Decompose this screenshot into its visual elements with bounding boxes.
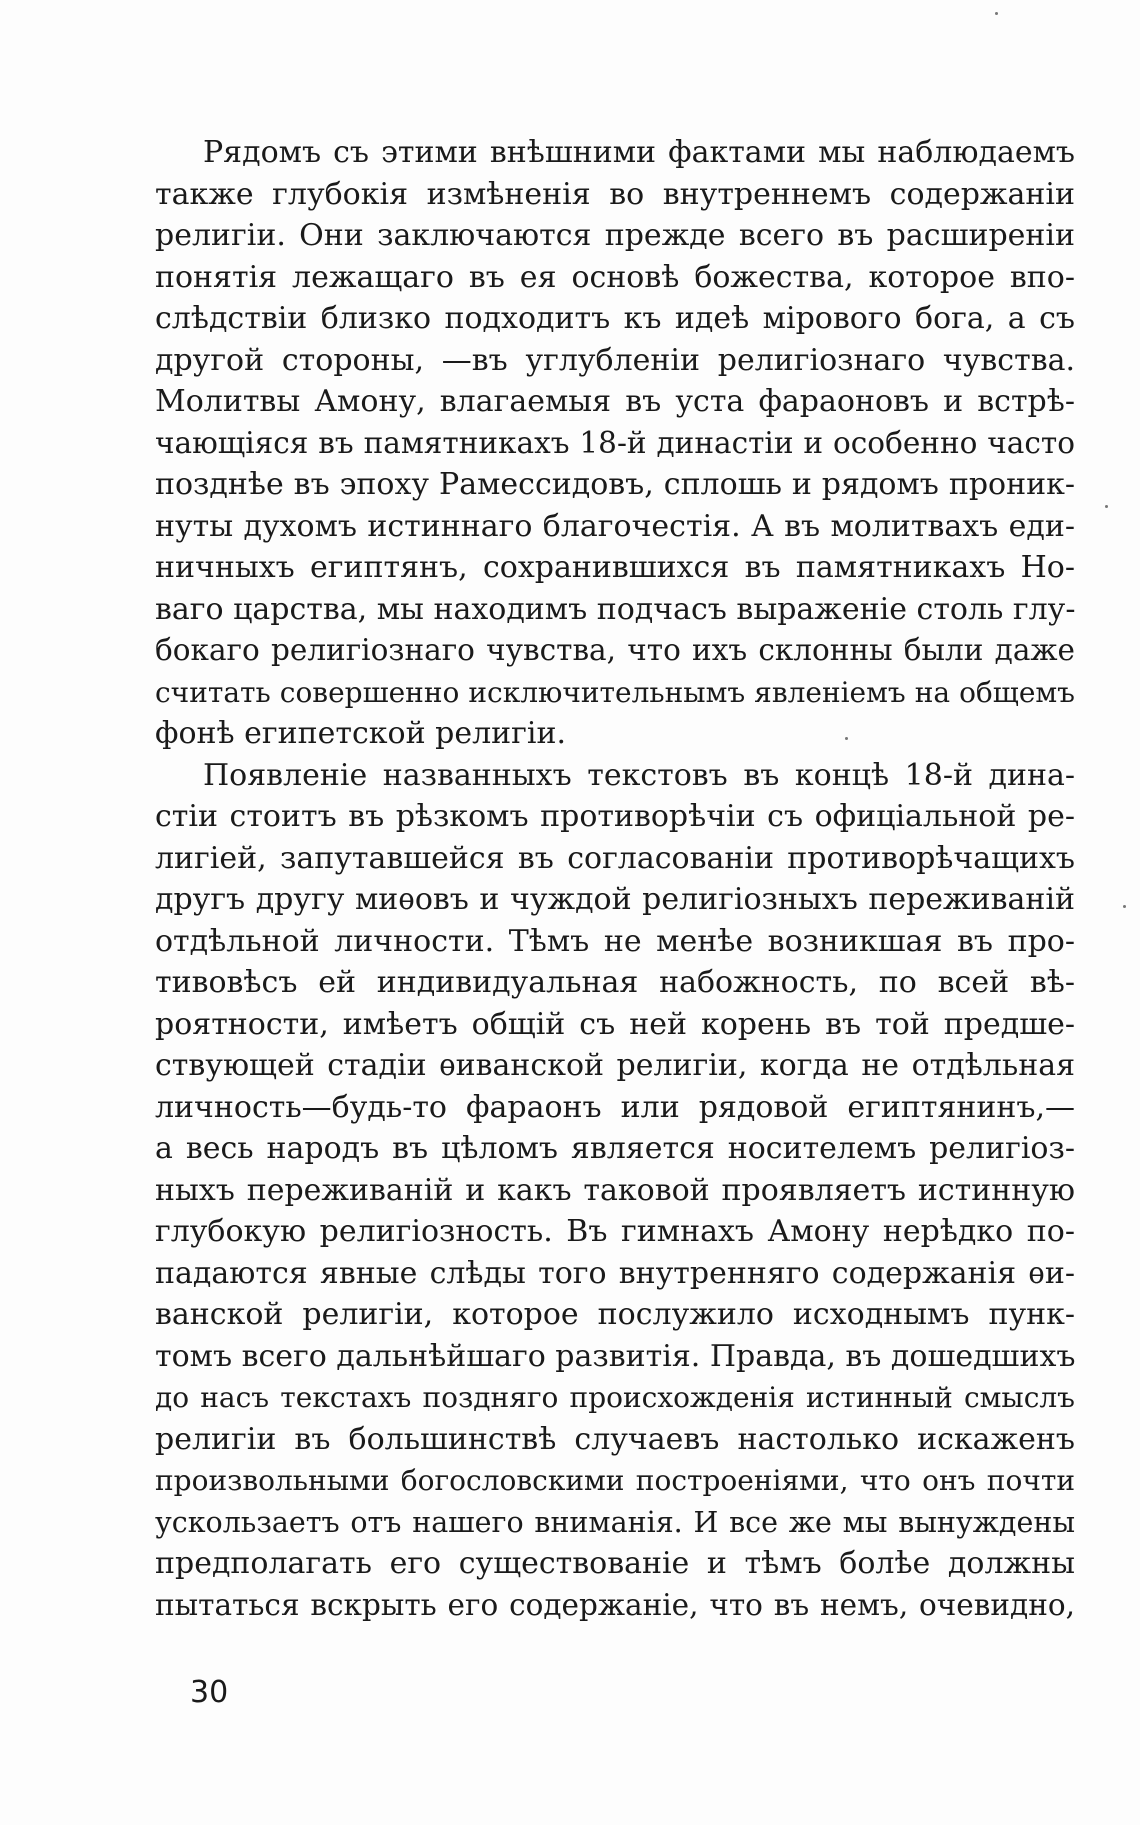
text-line: религіи въ большинствѣ случаевъ настолько искаженъ xyxy=(155,1421,1075,1457)
body-text xyxy=(155,132,1075,1626)
paragraph-2 xyxy=(155,755,1075,1627)
text-line: Появленіе названныхъ текстовъ въ концѣ 18-й дина- xyxy=(203,757,1075,793)
text-line: ствующей стадіи ѳиванской религіи, когда не отдѣльная xyxy=(155,1048,1075,1083)
text-line: пытаться вскрыть его содержаніе, что въ немъ, очевидно, xyxy=(155,1587,1075,1622)
text-line: слѣдствіи близко подходитъ къ идеѣ мірового бога, а съ xyxy=(155,301,1075,336)
scan-speck xyxy=(995,12,998,15)
text-line: другой стороны, —въ углубленіи религіознаго чувства. xyxy=(155,342,1075,378)
text-line: бокаго религіознаго чувства, что ихъ склонны были даже xyxy=(155,633,1075,667)
page-number: 30 xyxy=(190,1675,229,1710)
text-line: ускользаетъ отъ нашего вниманія. И все же мы вынуждены xyxy=(155,1505,1075,1539)
text-line: предполагать его существованіе и тѣмъ болѣе должны xyxy=(155,1546,1075,1581)
text-line: глубокую религіозность. Въ гимнахъ Амону нерѣдко по- xyxy=(155,1214,1075,1249)
scan-speck xyxy=(1123,905,1126,908)
text-line: стіи стоитъ въ рѣзкомъ противорѣчіи съ офиціальной ре- xyxy=(155,799,1075,834)
text-line: до насъ текстахъ поздняго происхожденія истинный смыслъ xyxy=(155,1381,1075,1414)
text-line: фонѣ египетской религіи. xyxy=(155,716,566,751)
text-line: также глубокія измѣненія во внутреннемъ содержаніи xyxy=(155,176,1075,212)
text-line: ныхъ переживаній и какъ таковой проявляетъ истинную xyxy=(155,1172,1075,1208)
text-line: понятія лежащаго въ ея основѣ божества, которое впо- xyxy=(155,259,1075,295)
scan-speck xyxy=(1105,505,1108,508)
text-line: нуты духомъ истиннаго благочестія. А въ молитвахъ еди- xyxy=(155,508,1075,544)
text-line: Рядомъ съ этими внѣшними фактами мы наблюдаемъ xyxy=(203,135,1075,170)
text-line: ваго царства, мы находимъ подчасъ выраженіе столь глу- xyxy=(155,591,1076,627)
text-line: ванской религіи, которое послужило исходнымъ пунк- xyxy=(155,1297,1075,1332)
text-line: другъ другу миѳовъ и чуждой религіозныхъ переживаній xyxy=(155,882,1075,917)
text-line: чающіяся въ памятникахъ 18-й династіи и особенно часто xyxy=(155,425,1075,460)
text-line: падаются явные слѣды того внутренняго содержанія ѳи- xyxy=(155,1255,1075,1291)
text-line: лигіей, запутавшейся въ согласованіи противорѣчащихъ xyxy=(155,840,1075,876)
text-line: произвольными богословскими построеніями, что онъ почти xyxy=(155,1464,1075,1497)
text-line: позднѣе въ эпоху Рамессидовъ, сплошь и рядомъ проник- xyxy=(155,467,1075,502)
text-line: а весь народъ въ цѣломъ является носителемъ религіоз- xyxy=(155,1131,1075,1166)
text-line: томъ всего дальнѣйшаго развитія. Правда, въ дошедшихъ xyxy=(155,1338,1076,1374)
text-line: роятности, имѣетъ общій съ ней корень въ той предше- xyxy=(155,1006,1075,1042)
text-line: религіи. Они заключаются прежде всего въ расширеніи xyxy=(155,218,1075,253)
text-line: ничныхъ египтянъ, сохранившихся въ памятникахъ Но- xyxy=(155,550,1075,585)
text-line: отдѣльной личности. Тѣмъ не менѣе возникшая въ про- xyxy=(155,923,1075,959)
text-line: личность—будь-то фараонъ или рядовой египтянинъ,— xyxy=(155,1089,1075,1125)
text-line: Молитвы Амону, влагаемыя въ уста фараоновъ и встрѣ- xyxy=(155,384,1075,419)
text-line: считать совершенно исключительнымъ явленіемъ на общемъ xyxy=(155,675,1075,709)
text-line: тивовѣсъ ей индивидуальная набожность, по всей вѣ- xyxy=(155,965,1075,1000)
paragraph-1 xyxy=(155,132,1075,755)
